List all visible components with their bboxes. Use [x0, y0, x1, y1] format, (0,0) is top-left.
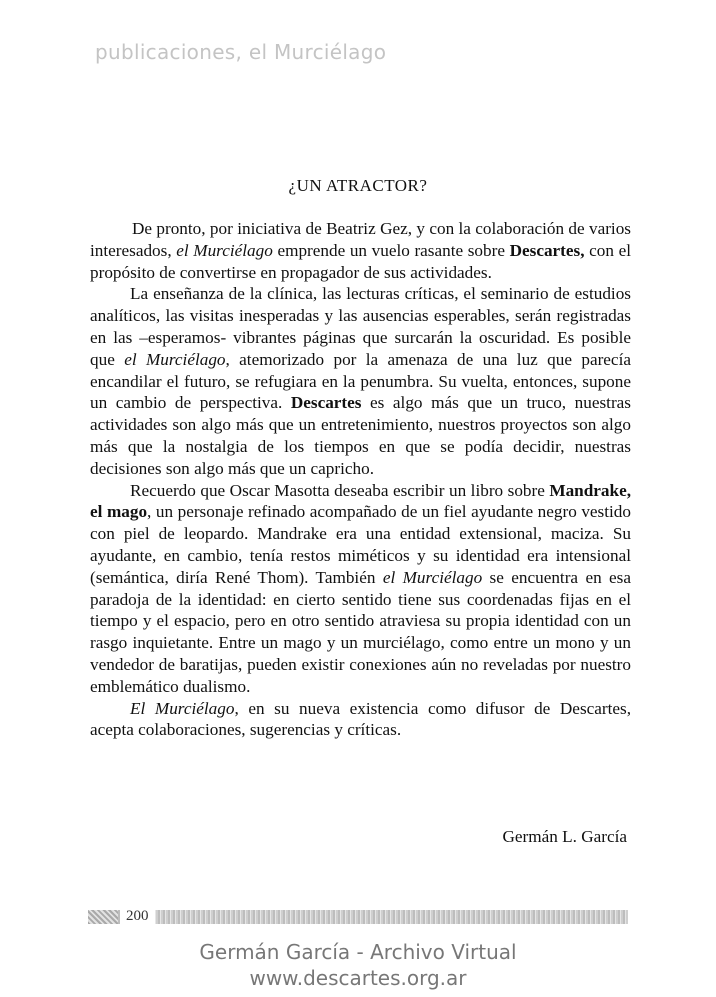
text: , un personaje refinado acompañado de un fiel ayudante negro vestido con piel de leopardo. Mandrake era una entidad extensional, maciza. Su ayudante, en cambio, tenía restos miméticos y su identidad era intensional (semántica, diría René Thom). También: [90, 502, 631, 587]
italic-text: el Murciélago: [176, 240, 273, 260]
archive-url[interactable]: www.descartes.org.ar: [249, 966, 467, 990]
text: Recuerdo que Oscar Masotta deseaba escribir un libro sobre: [130, 480, 550, 500]
text: emprende un vuelo rasante sobre: [272, 240, 510, 260]
footer-decorative-bar: [88, 910, 628, 924]
text: se encuentra en esa paradoja de la identidad: en cierto sentido tiene sus coordenadas fijas en el tiempo y el espacio, pero en otro sentido atraviesa su propia identidad con un rasgo inquietante. Entre un mago y un murciélago, como entre un mono y un vendedor de baratijas, pueden existir conexiones aún no reveladas por nuestro emblemático dualismo.: [90, 567, 631, 696]
italic-text: El Murciélago: [130, 698, 235, 718]
text: es algo más que un truco, nuestras actividades son algo más que un entretenimiento, nuestros proyectos son algo más que la nostalgia de los tiempos en que se podía decidir, nuestras decisiones son algo más que un capricho.: [90, 393, 631, 478]
article-body: [90, 218, 631, 741]
article-title: ¿UN ATRACTOR?: [288, 176, 428, 195]
text: , en su nueva existencia como difusor de Descartes, acepta colaboraciones, sugerencias y críticas.: [90, 698, 631, 740]
bold-text: Descartes: [290, 393, 362, 413]
paragraph-2: [90, 283, 631, 479]
text: De pronto, por iniciativa de Beatriz Gez, y con la colaboración de varios interesados,: [90, 219, 631, 260]
text: La enseñanza de la clínica, las lecturas críticas, el seminario de estudios analíticos, las visitas inesperadas y las ausencias esperables, serán registradas en las –esperamos- vibrantes páginas que surcarán la oscuridad. Es posible que: [90, 284, 631, 369]
author-signature: Germán L. García: [502, 827, 627, 846]
footer-bar-left-block: [88, 910, 118, 924]
bold-text: Descartes,: [509, 240, 585, 260]
text: con el propósito de convertirse en propagador de sus actividades.: [90, 240, 631, 282]
paragraph-1: [90, 218, 631, 283]
italic-text: el Murciélago: [382, 567, 483, 587]
page-number: 200: [120, 908, 155, 925]
paragraph-4: [90, 698, 631, 742]
text: , atemorizado por la amenaza de una luz que parecía encandilar el futuro, se refugiara en la penumbra. Su vuelta, entonces, supone un cambio de perspectiva.: [90, 349, 631, 413]
paragraph-3: [90, 480, 631, 698]
bold-text: Mandrake, el mago: [90, 480, 631, 522]
running-header: publicaciones, el Murciélago: [95, 40, 387, 64]
italic-text: el Murciélago: [124, 349, 226, 369]
archive-credit: Germán García - Archivo Virtual: [199, 940, 517, 964]
